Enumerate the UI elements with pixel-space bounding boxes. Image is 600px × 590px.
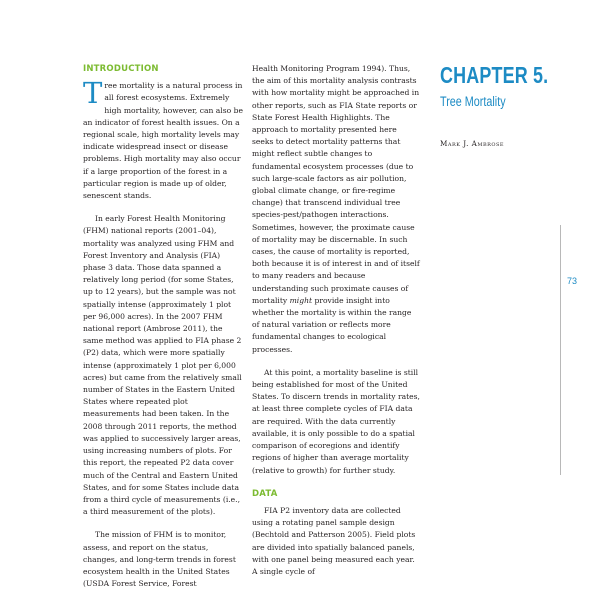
- chapter-title: CHAPTER 5.: [440, 62, 549, 88]
- emphasis-might: might: [289, 295, 313, 305]
- intro-paragraph-1-text: ree mortality is a natural process in all forest ecosystems. Extremely high mortality, however, can also be an indicator of forest health issues. On a regional scale, high mortality levels may indicate widespread insect or disease problems. High mortality may also occur if a large proportion of the forest in a particular region is made up of older, senescent stands.: [83, 81, 243, 201]
- intro-paragraph-2: In early Forest Health Monitoring (FHM) national reports (2001–04), mortality was analyzed using FHM and Forest Inventory and Analysis (FIA) phase 3 data. Those data spanned a relatively long period (for some States, up to 12 years), but the sample was not spatially intense (approximately 1 plot per 96,000 acres). In the 2007 FHM national report (Ambrose 2011), the same method was applied to FIA phase 2 (P2) data, which were more spatially intense (approximately 1 plot per 6,000 acres) but came from the relatively small number of States in the Eastern United States where repeated plot measurements had been taken. In the 2008 through 2011 reports, the method was applied to successively larger areas, using increasing numbers of plots. For this report, the repeated P2 data cover much of the Central and Eastern United States, and for some States include data from a third cycle of measurements (i.e., a third measurement of the plots).: [83, 214, 242, 517]
- text-column-left: [83, 63, 243, 590]
- page-number: 73: [567, 276, 578, 286]
- intro-paragraph-1: [83, 76, 243, 202]
- col2-paragraph-2: At this point, a mortality baseline is still being established for most of the United States. To discern trends in mortality rates, at least three complete cycles of FIA data are required. With the data currently available, it is only possible to do a spatial comparison of ecoregions and identify regions of higher than average mortality (relative to growth) for further study.: [252, 367, 420, 475]
- chapter-subtitle: Tree Mortality: [440, 94, 506, 109]
- col2-paragraph-1-part-b: provide insight into whether the mortality is within the range of natural variation or reflects more fundamental changes to ecological processes.: [252, 295, 412, 354]
- drop-cap: T: [83, 76, 103, 111]
- col2-paragraph-1-part-a: Health Monitoring Program 1994). Thus, the aim of this mortality analysis contrasts with how mortality might be approached in other reports, such as FIA State reports or State Forest Health Highlights. The approach to mortality presented here seeks to detect mortality patterns that might reflect subtle changes to fundamental ecosystem processes (due to such large-scale factors as air pollution, global climate change, or fire-regime change) that transcend individual tree species-pest/pathogen interactions. Sometimes, however, the proximate cause of mortality may be discernable. In such cases, the cause of mortality is reported, both because it is of interest in and of itself to many readers and because understanding such proximate causes of mortality: [252, 64, 420, 305]
- text-column-middle: [252, 63, 420, 578]
- author-name: Mark J. Ambrose: [440, 139, 505, 148]
- intro-paragraph-3: The mission of FHM is to monitor, assess, and report on the status, changes, and long-term trends in forest ecosystem health in the United States (USDA Forest Service, Forest: [83, 530, 236, 589]
- margin-rule: [560, 225, 561, 475]
- col2-paragraph-3: FIA P2 inventory data are collected using a rotating panel sample design (Bechtold and Patterson 2005). Field plots are divided into spatially balanced panels, with one panel being measured each year. A single cycle of: [252, 505, 416, 576]
- col2-paragraph-1: [252, 63, 420, 356]
- introduction-heading: INTRODUCTION: [83, 64, 159, 74]
- data-heading: DATA: [252, 488, 278, 499]
